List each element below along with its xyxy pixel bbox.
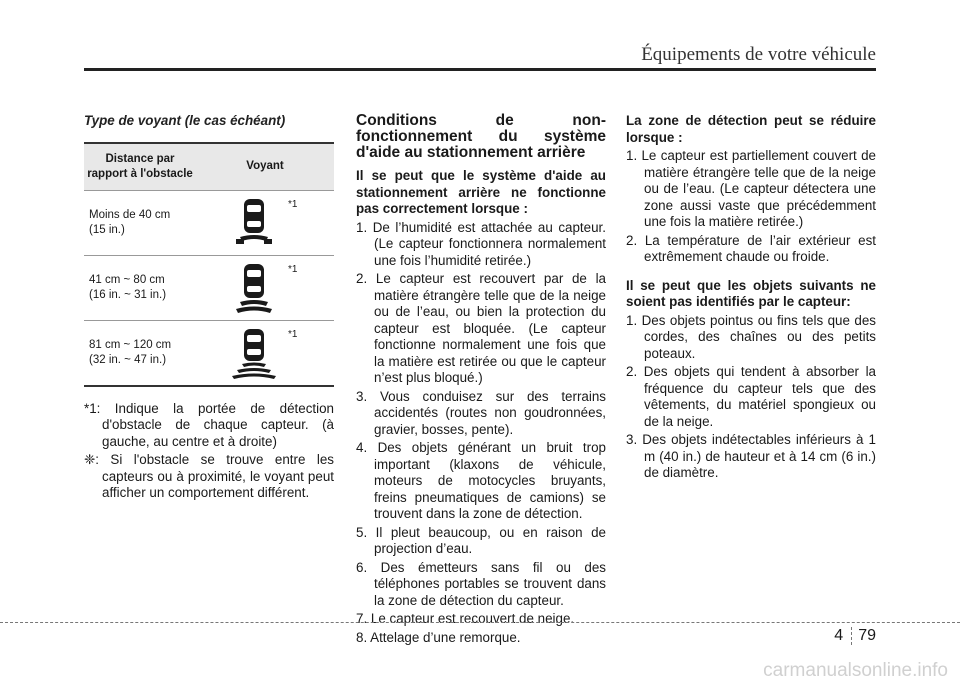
table-row — [84, 190, 334, 255]
distance-line1: 41 cm ~ 80 cm — [89, 273, 165, 286]
distance-cell — [84, 255, 196, 320]
voyant-cell — [196, 255, 334, 320]
footnote-range: *1: Indique la portée de détection d'obstacle de chaque capteur. (à gauche, au centre et à droite) — [84, 400, 334, 449]
header-rule — [84, 68, 876, 71]
indicator-type-title: Type de voyant (le cas échéant) — [84, 113, 286, 128]
right-column — [626, 113, 876, 484]
undetected-objects-intro: Il se peut que les objets suivants ne soient pas identifiés par le capteur: — [626, 277, 876, 309]
condition-list — [356, 220, 606, 647]
indicator-table — [84, 142, 334, 387]
distance-line1: Moins de 40 cm — [89, 208, 171, 221]
distance-cell — [84, 190, 196, 255]
voyant-cell — [196, 320, 334, 386]
distance-line1: 81 cm ~ 120 cm — [89, 338, 172, 351]
distance-cell — [84, 320, 196, 386]
distance-line2: (32 in. ~ 47 in.) — [89, 353, 167, 366]
voyant-cell — [196, 190, 334, 255]
watermark: carmanualsonline.info — [763, 660, 948, 681]
footer-rule — [0, 622, 960, 623]
list-item: 3. Vous conduisez sur des terrains accidentés (routes non goudronnées, gravier, bosses, pente). — [356, 388, 606, 437]
section-intro: Il se peut que le système d'aide au stationnement arrière ne fonctionne pas correctement lorsque : — [356, 168, 606, 216]
col-voyant-header: Voyant — [196, 143, 334, 191]
left-column — [84, 113, 334, 504]
section-title: Conditions de non-fonctionnement du système d'aide au stationnement arrière — [356, 112, 606, 161]
car-sensor-far-icon — [224, 327, 284, 381]
col-distance-header: Distance par rapport à l'obstacle — [84, 143, 196, 191]
table-row — [84, 255, 334, 320]
car-sensor-near-icon — [224, 197, 284, 251]
footnote-marker: *1 — [288, 263, 298, 275]
list-item: 1. Des objets pointus ou fins tels que des cordes, des chaînes ou des petits poteaux. — [626, 312, 876, 361]
reduced-zone-intro: La zone de détection peut se réduire lorsque : — [626, 113, 876, 145]
distance-line2: (15 in.) — [89, 223, 125, 236]
list-item: 2. Le capteur est recouvert par de la matière étrangère telle que de la neige ou de l’eau, ou bien la protection du capteur est bloquée. (Le capteur fonctionne normalement une fois que la matière est retirée ou que le capteur n’est plus bloqué.) — [356, 271, 606, 385]
page-number-value: 79 — [858, 627, 876, 644]
page-number — [834, 627, 876, 645]
list-item: 8. Attelage d’une remorque. — [356, 629, 521, 645]
list-item: 3. Des objets indétectables inférieurs à 1 m (40 in.) de hauteur et à 14 cm (6 in.) de diamètre. — [626, 432, 876, 480]
list-item: 2. La température de l’air extérieur est extrêmement chaude ou froide. — [626, 232, 876, 264]
list-item: 6. Des émetteurs sans fil ou des téléphones portables se trouvent dans la zone de détection du capteur. — [356, 559, 606, 608]
chapter-number: 4 — [834, 627, 852, 645]
middle-column — [356, 113, 606, 648]
car-sensor-mid-icon — [224, 262, 284, 316]
reduced-zone-list — [626, 148, 876, 266]
list-item: 4. Des objets générant un bruit trop important (klaxons de véhicule, moteurs de motocycles bruyants, freins pneumatiques de camions) se trouvent dans la zone de détection. — [356, 440, 606, 521]
footnote-marker: *1 — [288, 198, 298, 210]
list-item: 1. De l’humidité est attachée au capteur. (Le capteur fonctionnera normalement une fois l’humidité retirée.) — [356, 219, 606, 268]
undetected-objects-list — [626, 313, 876, 482]
distance-line2: (16 in. ~ 31 in.) — [89, 288, 167, 301]
list-item: 7. Le capteur est recouvert de neige. — [356, 611, 575, 626]
list-item: 1. Le capteur est partiellement couvert de matière étrangère telle que de la neige ou de l’eau. (Le capteur détectera une zone aussi vaste que précédemment une fois la matière retirée.) — [626, 148, 876, 229]
list-item: 2. Des objets qui tendent à absorber la fréquence du capteur tels que des vêtements, du matériel spongieux ou de la neige. — [626, 364, 876, 429]
table-row — [84, 320, 334, 386]
footnote-marker: *1 — [288, 328, 298, 340]
list-item: 5. Il pleut beaucoup, ou en raison de projection d’eau. — [356, 524, 606, 556]
running-header-title: Équipements de votre véhicule — [641, 44, 876, 65]
footnote-obstacle: ❈: Si l'obstacle se trouve entre les capteurs ou à proximité, le voyant peut afficher un comportement différent. — [84, 452, 334, 500]
